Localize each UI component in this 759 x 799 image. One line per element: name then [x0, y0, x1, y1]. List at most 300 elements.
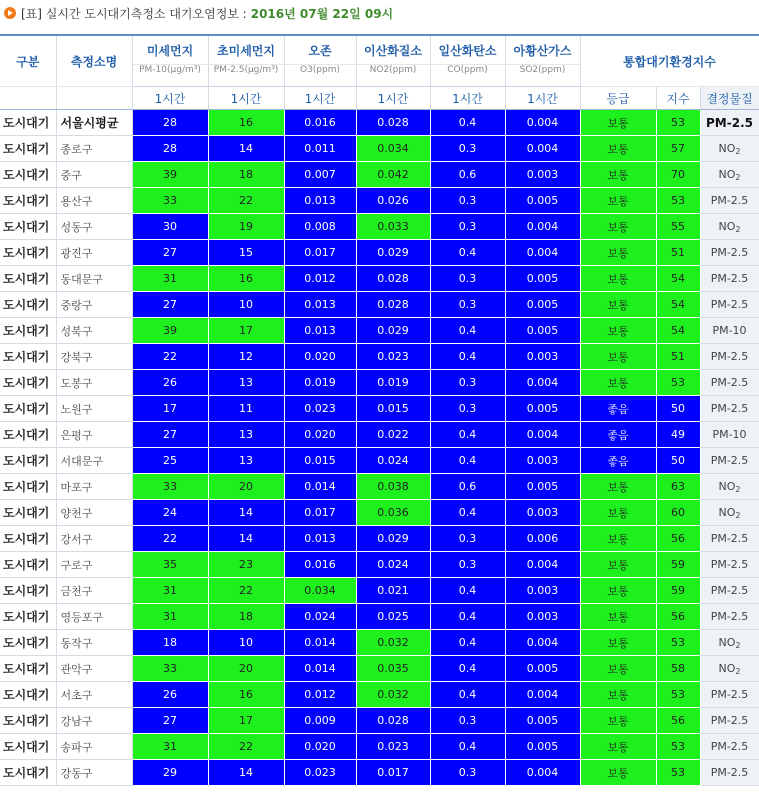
cell-pm10: 31 [132, 578, 208, 604]
subheader-blank-station [56, 87, 132, 110]
cell-o3: 0.012 [284, 266, 356, 292]
cell-group: 도시대기 [0, 656, 56, 682]
cell-grade: 보통 [580, 630, 656, 656]
cell-pm10: 27 [132, 708, 208, 734]
cell-no2: 0.029 [356, 526, 430, 552]
subheader-index: 지수 [656, 87, 700, 110]
cell-grade: 좋음 [580, 396, 656, 422]
cell-no2: 0.017 [356, 760, 430, 786]
col-header-no2: 이산화질소 [356, 35, 430, 65]
cell-no2: 0.029 [356, 240, 430, 266]
cell-co: 0.4 [430, 240, 505, 266]
cell-o3: 0.020 [284, 734, 356, 760]
cell-no2: 0.028 [356, 110, 430, 136]
cell-station: 관악구 [56, 656, 132, 682]
cell-o3: 0.020 [284, 344, 356, 370]
cell-o3: 0.023 [284, 396, 356, 422]
table-row [0, 396, 759, 422]
cell-index: 53 [656, 370, 700, 396]
cell-pm10: 24 [132, 500, 208, 526]
cell-station: 강북구 [56, 344, 132, 370]
air-quality-table [0, 34, 759, 786]
determinant-subscript: 2 [735, 172, 741, 182]
table-row [0, 448, 759, 474]
cell-determinant [700, 578, 759, 604]
determinant-label: NO [718, 219, 736, 233]
cell-o3: 0.015 [284, 448, 356, 474]
cell-pm25: 14 [208, 136, 284, 162]
cell-determinant [700, 604, 759, 630]
determinant-label: PM-2.5 [710, 714, 749, 727]
cell-determinant [700, 370, 759, 396]
cell-pm10: 33 [132, 656, 208, 682]
cell-pm10: 17 [132, 396, 208, 422]
table-row [0, 188, 759, 214]
cell-so2: 0.004 [505, 110, 580, 136]
table-row [0, 656, 759, 682]
cell-determinant [700, 448, 759, 474]
cell-index: 54 [656, 318, 700, 344]
cell-group: 도시대기 [0, 526, 56, 552]
cell-pm25: 14 [208, 526, 284, 552]
cell-determinant [700, 292, 759, 318]
report-datetime: 2016년 07월 22일 09시 [250, 6, 394, 21]
cell-station: 송파구 [56, 734, 132, 760]
cell-index: 59 [656, 552, 700, 578]
table-row [0, 760, 759, 786]
cell-index: 58 [656, 656, 700, 682]
cell-no2: 0.024 [356, 552, 430, 578]
interval-pm10: 1시간 [132, 87, 208, 110]
determinant-label: PM-10 [712, 324, 747, 337]
cell-index: 53 [656, 110, 700, 136]
cell-co: 0.3 [430, 266, 505, 292]
cell-station: 중랑구 [56, 292, 132, 318]
cell-co: 0.4 [430, 578, 505, 604]
cell-o3: 0.013 [284, 318, 356, 344]
cell-pm25: 14 [208, 760, 284, 786]
determinant-label: NO [718, 505, 736, 519]
cell-pm25: 20 [208, 474, 284, 500]
cell-no2: 0.035 [356, 656, 430, 682]
cell-co: 0.3 [430, 396, 505, 422]
subheader-grade: 등급 [580, 87, 656, 110]
cell-no2: 0.022 [356, 422, 430, 448]
cell-o3: 0.016 [284, 110, 356, 136]
cell-o3: 0.013 [284, 526, 356, 552]
cell-co: 0.4 [430, 448, 505, 474]
cell-pm25: 13 [208, 422, 284, 448]
cell-determinant [700, 630, 759, 656]
cell-so2: 0.004 [505, 760, 580, 786]
cell-station: 서초구 [56, 682, 132, 708]
col-header-o3: 오존 [284, 35, 356, 65]
determinant-label: PM-2.5 [710, 688, 749, 701]
cell-no2: 0.036 [356, 500, 430, 526]
cell-pm25: 20 [208, 656, 284, 682]
cell-determinant [700, 526, 759, 552]
cell-no2: 0.032 [356, 630, 430, 656]
cell-index: 54 [656, 266, 700, 292]
cell-co: 0.3 [430, 370, 505, 396]
col-header-so2: 아황산가스 [505, 35, 580, 65]
cell-group: 도시대기 [0, 136, 56, 162]
cell-so2: 0.005 [505, 708, 580, 734]
cell-o3: 0.019 [284, 370, 356, 396]
cell-station: 양천구 [56, 500, 132, 526]
cell-pm10: 29 [132, 760, 208, 786]
cell-station: 도봉구 [56, 370, 132, 396]
cell-station: 용산구 [56, 188, 132, 214]
cell-co: 0.6 [430, 162, 505, 188]
cell-group: 도시대기 [0, 500, 56, 526]
cell-co: 0.3 [430, 760, 505, 786]
determinant-label: PM-2.5 [710, 740, 749, 753]
determinant-label: NO [718, 635, 736, 649]
cell-pm10: 22 [132, 526, 208, 552]
cell-grade: 보통 [580, 656, 656, 682]
table-row [0, 708, 759, 734]
cell-no2: 0.025 [356, 604, 430, 630]
cell-determinant [700, 162, 759, 188]
cell-o3: 0.017 [284, 500, 356, 526]
cell-no2: 0.038 [356, 474, 430, 500]
determinant-label: PM-2.5 [710, 558, 749, 571]
cell-pm25: 12 [208, 344, 284, 370]
cell-pm25: 22 [208, 734, 284, 760]
cell-index: 63 [656, 474, 700, 500]
determinant-subscript: 2 [735, 666, 741, 676]
cell-pm10: 26 [132, 370, 208, 396]
cell-station: 동대문구 [56, 266, 132, 292]
cell-co: 0.3 [430, 188, 505, 214]
cell-no2: 0.023 [356, 344, 430, 370]
cell-pm25: 18 [208, 162, 284, 188]
cell-o3: 0.013 [284, 188, 356, 214]
table-row [0, 422, 759, 448]
cell-so2: 0.003 [505, 604, 580, 630]
cell-no2: 0.023 [356, 734, 430, 760]
cell-grade: 보통 [580, 708, 656, 734]
cell-grade: 보통 [580, 110, 656, 136]
table-row [0, 110, 759, 136]
cell-group: 도시대기 [0, 630, 56, 656]
cell-pm10: 27 [132, 422, 208, 448]
determinant-label: NO [718, 167, 736, 181]
title-bar [0, 0, 759, 26]
cell-co: 0.6 [430, 474, 505, 500]
table-row [0, 578, 759, 604]
cell-no2: 0.028 [356, 266, 430, 292]
cell-group: 도시대기 [0, 552, 56, 578]
table-row [0, 292, 759, 318]
cell-determinant [700, 188, 759, 214]
cell-group: 도시대기 [0, 162, 56, 188]
cell-group: 도시대기 [0, 370, 56, 396]
cell-group: 도시대기 [0, 240, 56, 266]
cell-pm10: 39 [132, 162, 208, 188]
cell-pm25: 14 [208, 500, 284, 526]
cell-station: 구로구 [56, 552, 132, 578]
cell-pm25: 22 [208, 578, 284, 604]
cell-co: 0.4 [430, 682, 505, 708]
cell-pm10: 39 [132, 318, 208, 344]
cell-o3: 0.017 [284, 240, 356, 266]
cell-station: 서대문구 [56, 448, 132, 474]
cell-index: 50 [656, 448, 700, 474]
cell-group: 도시대기 [0, 110, 56, 136]
cell-determinant [700, 474, 759, 500]
cell-station: 성북구 [56, 318, 132, 344]
cell-no2: 0.028 [356, 292, 430, 318]
table-row [0, 604, 759, 630]
determinant-label: NO [718, 661, 736, 675]
cell-co: 0.3 [430, 552, 505, 578]
cell-so2: 0.004 [505, 214, 580, 240]
cell-group: 도시대기 [0, 344, 56, 370]
unit-pm25: PM-2.5(μg/m³) [208, 65, 284, 87]
interval-o3: 1시간 [284, 87, 356, 110]
cell-so2: 0.004 [505, 240, 580, 266]
cell-so2: 0.003 [505, 500, 580, 526]
cell-index: 53 [656, 760, 700, 786]
cell-co: 0.3 [430, 526, 505, 552]
cell-co: 0.3 [430, 214, 505, 240]
cell-grade: 보통 [580, 474, 656, 500]
cell-group: 도시대기 [0, 422, 56, 448]
determinant-subscript: 2 [735, 224, 741, 234]
cell-no2: 0.021 [356, 578, 430, 604]
cell-pm25: 19 [208, 214, 284, 240]
cell-no2: 0.028 [356, 708, 430, 734]
cell-pm25: 11 [208, 396, 284, 422]
cell-pm25: 17 [208, 318, 284, 344]
determinant-subscript: 2 [735, 146, 741, 156]
cell-so2: 0.006 [505, 526, 580, 552]
cell-station: 노원구 [56, 396, 132, 422]
cell-pm25: 13 [208, 370, 284, 396]
cell-co: 0.3 [430, 708, 505, 734]
table-row [0, 370, 759, 396]
cell-index: 56 [656, 708, 700, 734]
table-row [0, 344, 759, 370]
cell-no2: 0.015 [356, 396, 430, 422]
cell-no2: 0.032 [356, 682, 430, 708]
table-row [0, 214, 759, 240]
cell-station: 강동구 [56, 760, 132, 786]
cell-pm25: 10 [208, 292, 284, 318]
col-header-co: 일산화탄소 [430, 35, 505, 65]
cell-co: 0.4 [430, 656, 505, 682]
col-header-station: 측정소명 [56, 35, 132, 87]
unit-so2: SO2(ppm) [505, 65, 580, 87]
determinant-label: PM-2.5 [710, 610, 749, 623]
cell-determinant [700, 396, 759, 422]
cell-pm25: 22 [208, 188, 284, 214]
determinant-label: PM-2.5 [710, 194, 749, 207]
cell-no2: 0.029 [356, 318, 430, 344]
unit-no2: NO2(ppm) [356, 65, 430, 87]
cell-group: 도시대기 [0, 682, 56, 708]
cell-index: 49 [656, 422, 700, 448]
cell-grade: 보통 [580, 526, 656, 552]
unit-o3: O3(ppm) [284, 65, 356, 87]
table-row [0, 526, 759, 552]
cell-group: 도시대기 [0, 604, 56, 630]
determinant-label: PM-2.5 [710, 298, 749, 311]
cell-pm25: 13 [208, 448, 284, 474]
cell-pm10: 22 [132, 344, 208, 370]
cell-pm10: 27 [132, 240, 208, 266]
determinant-label: PM-2.5 [710, 246, 749, 259]
cell-pm25: 16 [208, 110, 284, 136]
cell-pm10: 35 [132, 552, 208, 578]
cell-so2: 0.005 [505, 656, 580, 682]
table-row [0, 734, 759, 760]
cell-determinant [700, 240, 759, 266]
cell-station: 마포구 [56, 474, 132, 500]
determinant-label: PM-10 [712, 428, 747, 441]
cell-o3: 0.012 [284, 682, 356, 708]
cell-group: 도시대기 [0, 318, 56, 344]
cell-so2: 0.003 [505, 578, 580, 604]
determinant-subscript: 2 [735, 510, 741, 520]
cell-index: 50 [656, 396, 700, 422]
interval-co: 1시간 [430, 87, 505, 110]
table-row [0, 162, 759, 188]
cell-o3: 0.020 [284, 422, 356, 448]
cell-station: 중구 [56, 162, 132, 188]
determinant-subscript: 2 [735, 484, 741, 494]
cell-so2: 0.004 [505, 682, 580, 708]
cell-so2: 0.005 [505, 292, 580, 318]
cell-co: 0.4 [430, 110, 505, 136]
cell-index: 51 [656, 240, 700, 266]
cell-o3: 0.014 [284, 630, 356, 656]
cell-so2: 0.003 [505, 344, 580, 370]
cell-index: 57 [656, 136, 700, 162]
cell-group: 도시대기 [0, 396, 56, 422]
cell-co: 0.4 [430, 630, 505, 656]
cell-pm10: 27 [132, 292, 208, 318]
table-row [0, 240, 759, 266]
cell-so2: 0.004 [505, 370, 580, 396]
unit-pm10: PM-10(μg/m³) [132, 65, 208, 87]
cell-pm10: 28 [132, 110, 208, 136]
cell-o3: 0.024 [284, 604, 356, 630]
table-body [0, 110, 759, 786]
cell-so2: 0.004 [505, 552, 580, 578]
table-row [0, 474, 759, 500]
cell-no2: 0.019 [356, 370, 430, 396]
cell-co: 0.4 [430, 318, 505, 344]
cell-grade: 보통 [580, 292, 656, 318]
cell-group: 도시대기 [0, 760, 56, 786]
cell-group: 도시대기 [0, 578, 56, 604]
cell-determinant [700, 760, 759, 786]
cell-index: 56 [656, 604, 700, 630]
cell-grade: 보통 [580, 500, 656, 526]
cell-pm25: 23 [208, 552, 284, 578]
cell-pm25: 16 [208, 682, 284, 708]
cell-pm10: 28 [132, 136, 208, 162]
cell-pm25: 17 [208, 708, 284, 734]
subheader-determinant: 결정물질 [700, 87, 759, 110]
cell-no2: 0.034 [356, 136, 430, 162]
cell-group: 도시대기 [0, 448, 56, 474]
interval-so2: 1시간 [505, 87, 580, 110]
cell-determinant [700, 656, 759, 682]
cell-index: 60 [656, 500, 700, 526]
table-row [0, 682, 759, 708]
cell-so2: 0.003 [505, 162, 580, 188]
table-row [0, 318, 759, 344]
table-row [0, 552, 759, 578]
cell-pm10: 26 [132, 682, 208, 708]
subheader-blank-group [0, 87, 56, 110]
cell-index: 59 [656, 578, 700, 604]
col-header-group: 구분 [0, 35, 56, 87]
cell-no2: 0.042 [356, 162, 430, 188]
cell-grade: 보통 [580, 682, 656, 708]
cell-station: 서울시평균 [56, 110, 132, 136]
arrow-bullet-icon [4, 7, 16, 19]
cell-index: 55 [656, 214, 700, 240]
cell-station: 금천구 [56, 578, 132, 604]
cell-index: 51 [656, 344, 700, 370]
cell-o3: 0.008 [284, 214, 356, 240]
determinant-label: PM-2.5 [710, 350, 749, 363]
cell-determinant [700, 344, 759, 370]
cell-so2: 0.003 [505, 448, 580, 474]
cell-index: 54 [656, 292, 700, 318]
cell-station: 강서구 [56, 526, 132, 552]
cell-grade: 보통 [580, 578, 656, 604]
unit-co: CO(ppm) [430, 65, 505, 87]
table-row [0, 630, 759, 656]
cell-so2: 0.005 [505, 318, 580, 344]
cell-grade: 보통 [580, 370, 656, 396]
cell-pm10: 33 [132, 188, 208, 214]
cell-pm10: 30 [132, 214, 208, 240]
cell-o3: 0.023 [284, 760, 356, 786]
cell-pm25: 15 [208, 240, 284, 266]
cell-determinant [700, 318, 759, 344]
cell-grade: 보통 [580, 318, 656, 344]
cell-group: 도시대기 [0, 708, 56, 734]
cell-determinant [700, 422, 759, 448]
cell-grade: 보통 [580, 344, 656, 370]
determinant-label: PM-2.5 [710, 272, 749, 285]
table-row [0, 500, 759, 526]
cell-determinant [700, 110, 759, 136]
cell-index: 53 [656, 188, 700, 214]
cell-station: 영등포구 [56, 604, 132, 630]
cell-pm10: 25 [132, 448, 208, 474]
determinant-subscript: 2 [735, 640, 741, 650]
cell-pm10: 18 [132, 630, 208, 656]
cell-index: 53 [656, 682, 700, 708]
col-header-pm10: 미세먼지 [132, 35, 208, 65]
cell-pm10: 31 [132, 734, 208, 760]
interval-no2: 1시간 [356, 87, 430, 110]
cell-pm25: 16 [208, 266, 284, 292]
determinant-label: NO [718, 141, 736, 155]
cell-o3: 0.014 [284, 656, 356, 682]
cell-so2: 0.004 [505, 630, 580, 656]
cell-pm10: 33 [132, 474, 208, 500]
cell-grade: 보통 [580, 552, 656, 578]
